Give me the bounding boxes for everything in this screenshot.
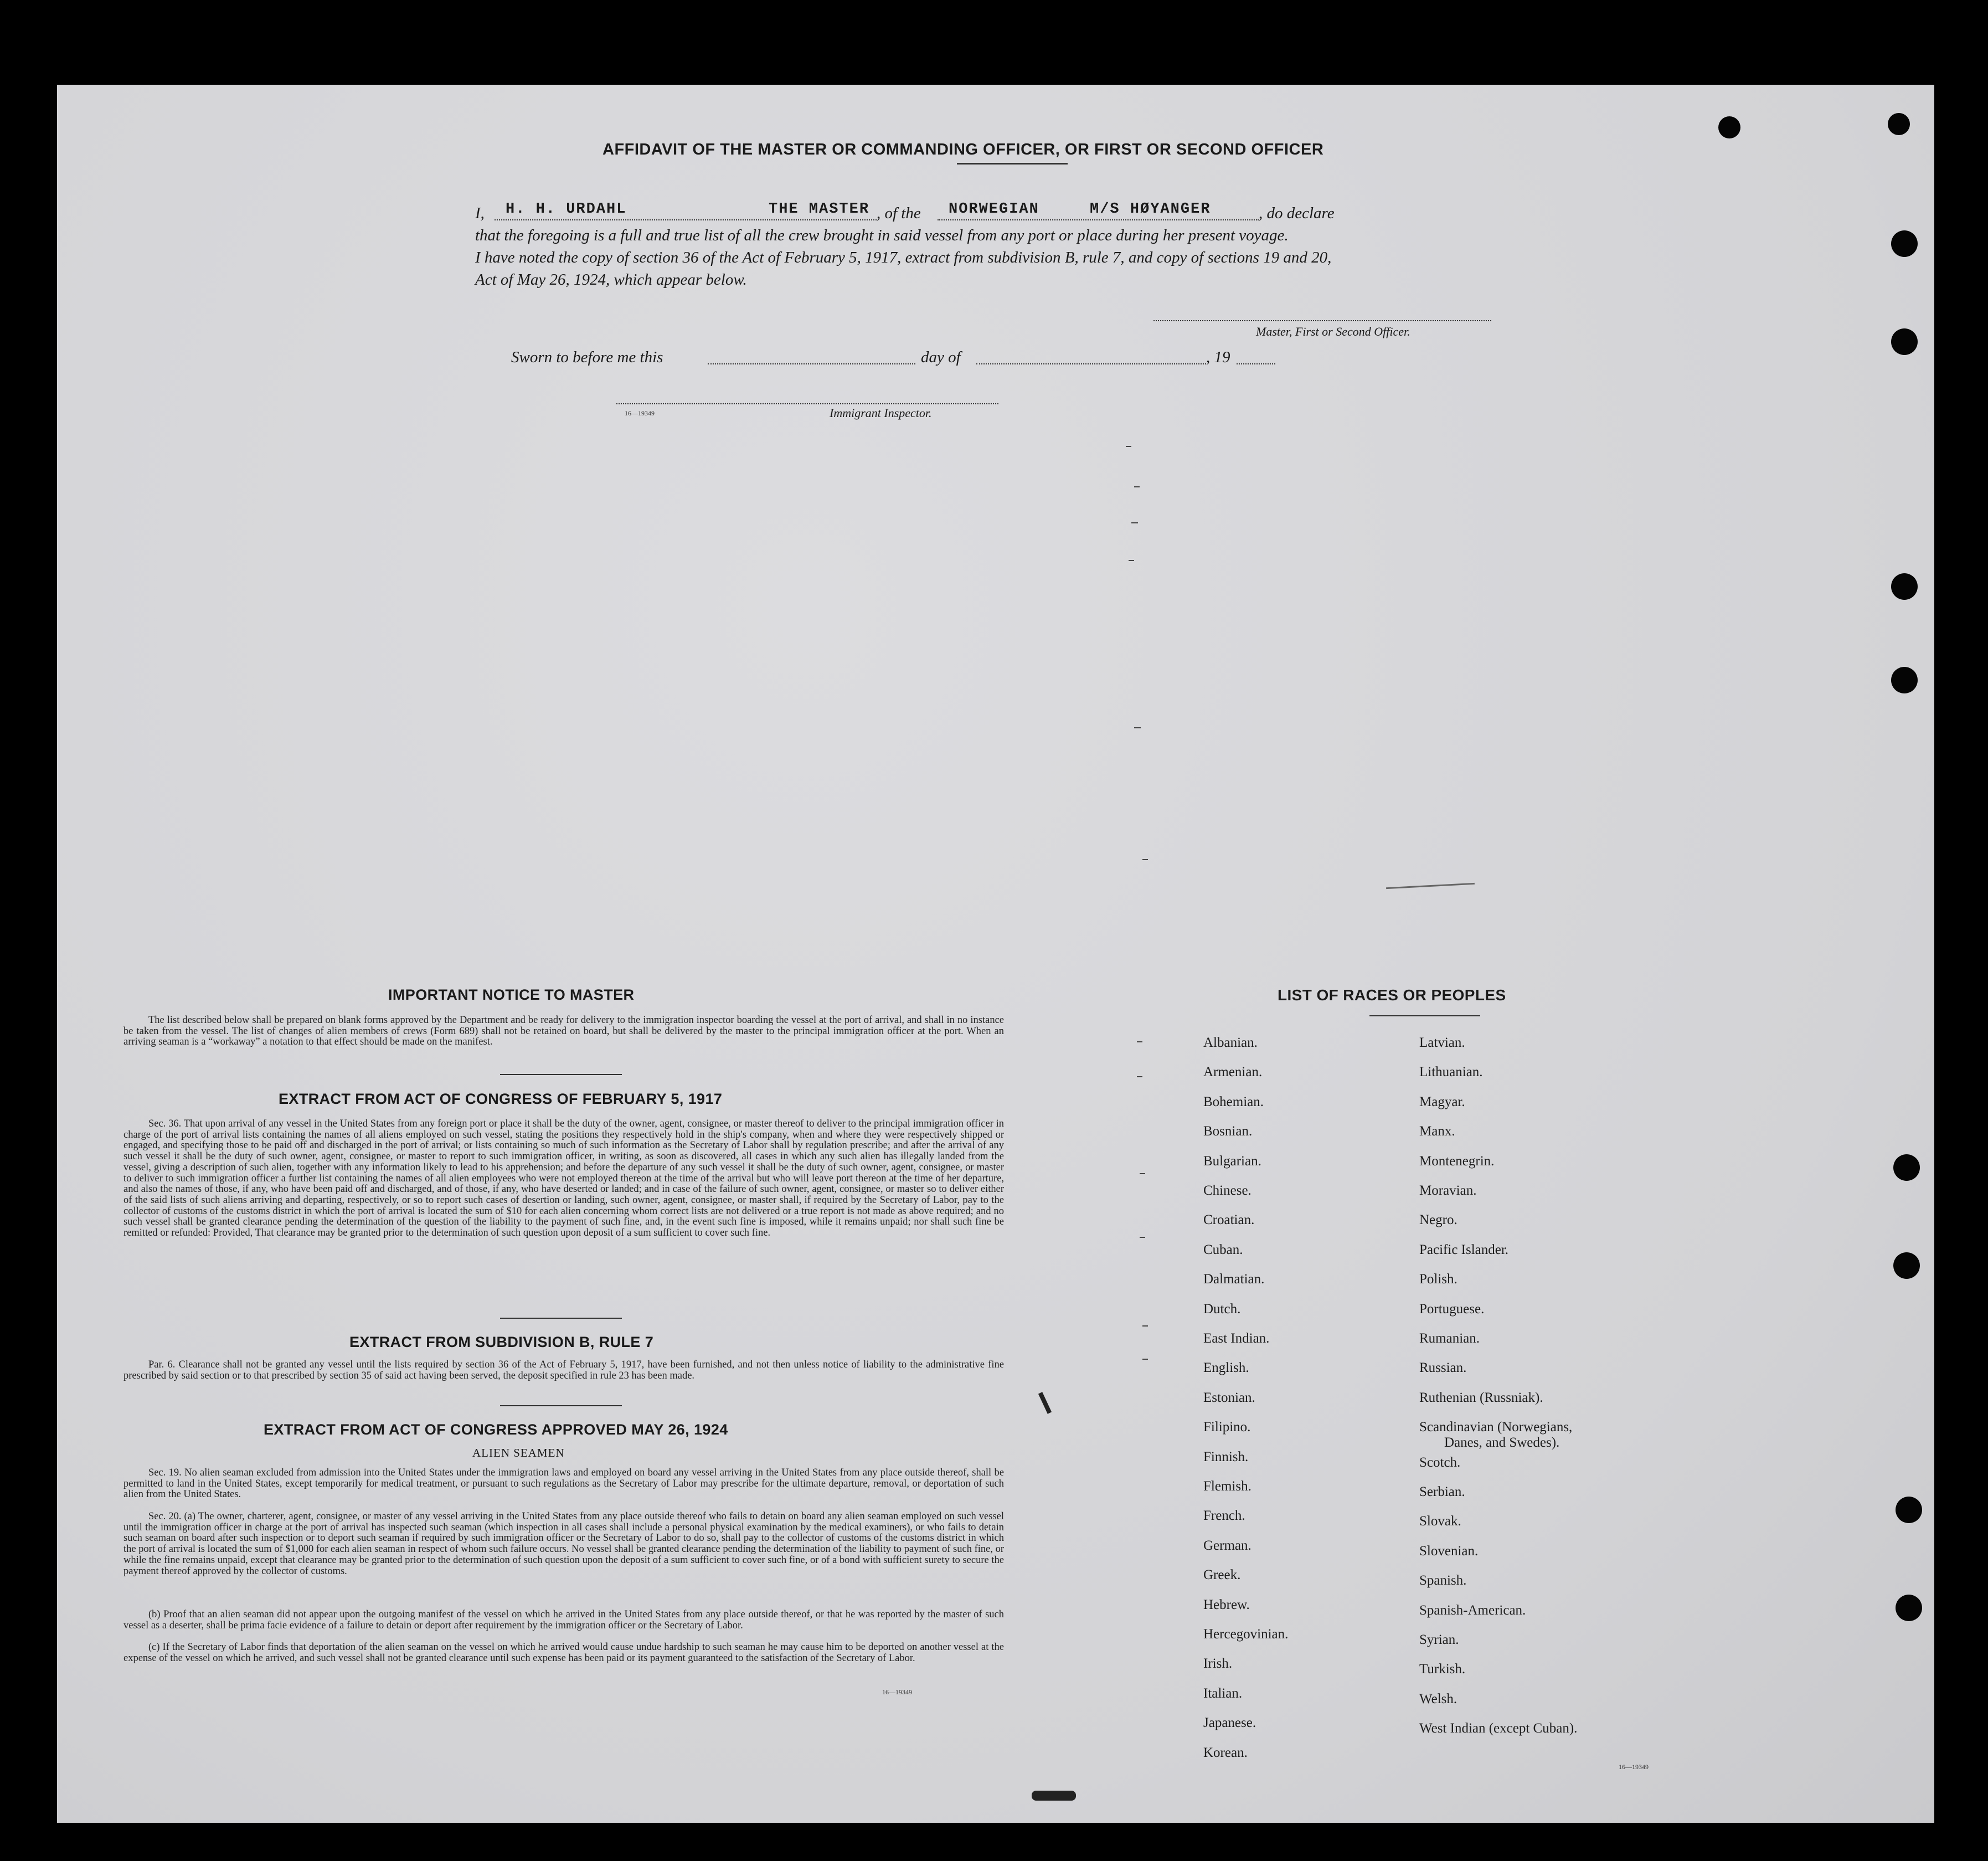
master-name: H. H. URDAHL (506, 201, 627, 218)
race-item: French. (1203, 1508, 1245, 1524)
extract-1917-text: Sec. 36. That upon arrival of any vessel in the United States from any foreign port or place it shall be the duty of the owner, agent, consignee, or master thereof to deliver to the principal immigration officer in charge of the port of arrival lists containing the names of all aliens employed on such vessel, stating the positions they respectively hold in the ship's company, when and where they were respectively shipped or engaged, and specifying those to be paid off and discharged in the port of arrival; or lists containing so much of such information as the Secretary of Labor shall by regulation prescribe; and after the arrival of any such vessel it shall be the duty of such owner, agent, consignee, or master to report to such immigration officer, in writing, as soon as discovered, all cases in which any such alien has illegally landed from the vessel, giving a description of such alien, together with any information likely to lead to his apprehension; and before the departure of any such vessel it shall be the duty of such owner, agent, consignee, or master to deliver to such immigration officer a further list containing the names of all alien employees who were not employed thereon at the time of the arrival but who will leave port thereon at the time of her departure, and also the names of those, if any, who have been paid off and discharged, and of those, if any, who have deserted or landed; and in case of the failure of such owner, agent, consignee, or master so to deliver either of the said lists of such aliens arriving and departing, respectively, or so to report such cases of desertion or landing, such owner, agent, consignee, or master shall, if required by the Secretary of Labor, pay to the collector of customs of the customs district in which the port of arrival is located the sum of $10 for each alien concerning whom correct lists are not delivered or a true report is not made as above required; and no such vessel shall be granted clearance pending the determination of the question of the liability to the payment of such fine, and, in the event such fine is imposed, while it remains unpaid; nor shall such fine be remitted or refunded: Provided, That clearance may be granted prior to the determination of such question upon deposit of a sum sufficient to cover such fine. (123, 1118, 1004, 1239)
speck (1131, 522, 1138, 523)
binder-hole (1891, 230, 1918, 257)
race-item: West Indian (except Cuban). (1419, 1721, 1578, 1736)
race-item: Hebrew. (1203, 1597, 1250, 1612)
binder-hole (1891, 328, 1918, 355)
section-rule (500, 1318, 622, 1319)
affidavit-title: AFFIDAVIT OF THE MASTER OR COMMANDING OFFICER, OR FIRST OR SECOND OFFICER (602, 141, 1324, 158)
race-item: Korean. (1203, 1745, 1248, 1760)
race-item: Hercegovinian. (1203, 1627, 1289, 1642)
do-declare-label: , do declare (1259, 204, 1335, 222)
document-page (57, 85, 1934, 1823)
section-rule (500, 1074, 622, 1075)
binder-hole (1893, 1154, 1920, 1181)
race-item: Filipino. (1203, 1420, 1251, 1435)
speck (1140, 1237, 1145, 1238)
section-rule (500, 1405, 622, 1406)
race-item: Danes, and Swedes). (1444, 1435, 1560, 1451)
binder-hole (1891, 667, 1918, 693)
race-item: Estonian. (1203, 1390, 1255, 1405)
race-item: Turkish. (1419, 1662, 1466, 1677)
binder-hole (1896, 1595, 1922, 1621)
race-item: Pacific Islander. (1419, 1242, 1509, 1257)
race-item: Manx. (1419, 1124, 1455, 1139)
speck (1142, 859, 1148, 860)
speck (1126, 446, 1131, 447)
race-item: Dutch. (1203, 1301, 1241, 1317)
inspector-label: Immigrant Inspector. (830, 406, 932, 420)
race-item: Moravian. (1419, 1183, 1477, 1198)
race-item: Polish. (1419, 1272, 1457, 1287)
speck (1134, 727, 1141, 728)
race-item: Spanish. (1419, 1573, 1467, 1588)
form-number-bottom-right: 16—19349 (1619, 1763, 1649, 1771)
race-item: Bosnian. (1203, 1124, 1253, 1139)
extract-1924-title: EXTRACT FROM ACT OF CONGRESS APPROVED MAY 26, 1924 (264, 1421, 728, 1438)
binder-hole (1718, 116, 1740, 138)
race-item: Scandinavian (Norwegians, (1419, 1420, 1573, 1435)
vessel-name: M/S HØYANGER (1090, 201, 1211, 218)
speck (1137, 1041, 1142, 1042)
race-item: Russian. (1419, 1360, 1467, 1376)
title-rule (957, 163, 1068, 164)
race-item: Slovak. (1419, 1514, 1461, 1529)
binder-hole (1888, 113, 1910, 135)
race-item: Ruthenian (Russniak). (1419, 1390, 1543, 1405)
notice-title: IMPORTANT NOTICE TO MASTER (388, 986, 635, 1003)
binder-hole (1893, 1252, 1920, 1279)
sec20a-text: Sec. 20. (a) The owner, charterer, agent, consignee, or master of any vessel arriving in the United States from any place outside thereof who fails to detain on board any alien seaman employed on such vessel until the immigration officer in charge at the port of arrival has inspected such seaman (which inspection in all cases shall include a personal physical examination by the medical examiners), or who fails to detain such seaman on board after such inspection or to deport such seaman if required by such immigration officer or the Secretary of Labor to do so, shall pay to the collector of customs of the customs district in which the port of arrival is located the sum of $1,000 for each alien seaman in respect of whom such failure occurs. No vessel shall be granted clearance pending the determination of the liability to payment of such fine, or while the fine remains unpaid, except that clearance may be granted prior to the determination of such question upon the deposit of a sum sufficient to cover such fine, or of a bond with sufficient surety to secure the payment thereof approved by the collector of customs. (123, 1511, 1004, 1577)
race-item: Welsh. (1419, 1691, 1457, 1706)
race-item: Italian. (1203, 1685, 1243, 1701)
race-item: Croatian. (1203, 1212, 1255, 1228)
race-item: Lithuanian. (1419, 1065, 1483, 1080)
race-item: Armenian. (1203, 1065, 1263, 1080)
speck (1134, 486, 1140, 487)
year-line (1237, 363, 1275, 364)
sec19-text: Sec. 19. No alien seaman excluded from admission into the United States under the immigration laws and employed on board any vessel arriving in the United States from any place outside thereof, shall be permitted to land in the United States, except temporarily for medical treatment, or pursuant to such regulations as the Secretary of Labor may prescribe for the ultimate departure, removal, or deportation of such alien from the United States. (123, 1467, 1004, 1500)
race-item: Chinese. (1203, 1183, 1251, 1198)
inspector-line (616, 403, 998, 404)
form-number-top: 16—19349 (625, 409, 655, 417)
ink-mark (1038, 1392, 1052, 1414)
race-item: East Indian. (1203, 1331, 1270, 1346)
races-title: LIST OF RACES OR PEOPLES (1278, 986, 1506, 1004)
race-item: Greek. (1203, 1567, 1241, 1583)
race-item: English. (1203, 1360, 1249, 1376)
race-item: Serbian. (1419, 1484, 1465, 1499)
race-item: Slovenian. (1419, 1543, 1479, 1559)
declaration-line-3: I have noted the copy of section 36 of the Act of February 5, 1917, extract from subdivision B, rule 7, and copy of sections 19 and 20, (475, 249, 1332, 266)
day-of-label: day of (921, 348, 961, 366)
race-item: Finnish. (1203, 1449, 1249, 1464)
sworn-month-line (976, 363, 1206, 364)
ink-mark (1032, 1791, 1076, 1801)
vessel-nationality: NORWEGIAN (949, 201, 1039, 218)
extract-rule7-title: EXTRACT FROM SUBDIVISION B, RULE 7 (349, 1334, 654, 1350)
race-item: Bulgarian. (1203, 1153, 1261, 1169)
signature-line (1153, 320, 1491, 321)
extract-rule7-text: Par. 6. Clearance shall not be granted any vessel until the lists required by section 36 of the Act of February 5, 1917, have been furnished, and not then unless notice of liability to the administrative fine prescribed by said section or to that prescribed by section 35 of said act having been served, the deposit specified in rule 23 has been made. (123, 1359, 1004, 1381)
sec20c-text: (c) If the Secretary of Labor finds that deportation of the alien seaman on the vessel on which he arrived would cause undue hardship to such seaman he may cause him to be deported on another vessel at the expense of the vessel on which he arrived, and such vessel shall not be granted clearance until such expense has been paid or its payment guaranteed to the satisfaction of the Secretary of Labor. (123, 1642, 1004, 1664)
sworn-day-line (708, 363, 915, 364)
declaration-line-4: Act of May 26, 1924, which appear below. (475, 271, 747, 289)
race-item: Albanian. (1203, 1035, 1258, 1050)
signature-label: Master, First or Second Officer. (1256, 325, 1410, 338)
binder-hole (1891, 573, 1918, 600)
speck (1137, 1076, 1142, 1077)
extract-1917-title: EXTRACT FROM ACT OF CONGRESS OF FEBRUARY 5, 1917 (279, 1091, 723, 1107)
race-item: Negro. (1419, 1212, 1457, 1228)
speck (1140, 1173, 1145, 1174)
race-item: Rumanian. (1419, 1331, 1480, 1346)
race-item: Irish. (1203, 1656, 1233, 1672)
race-item: German. (1203, 1538, 1251, 1553)
form-number-bottom-left: 16—19349 (882, 1688, 912, 1696)
prefix-i: I, (475, 204, 485, 222)
race-item: Bohemian. (1203, 1094, 1264, 1109)
speck (1142, 1325, 1148, 1327)
race-item: Magyar. (1419, 1094, 1465, 1109)
race-item: Dalmatian. (1203, 1272, 1265, 1287)
binder-hole (1896, 1497, 1922, 1523)
sworn-label: Sworn to before me this (511, 348, 663, 366)
vessel-field-line (938, 219, 1259, 220)
race-item: Syrian. (1419, 1632, 1459, 1647)
speck (1129, 560, 1134, 561)
race-item: Scotch. (1419, 1454, 1461, 1470)
race-item: Spanish-American. (1419, 1602, 1526, 1618)
sec20b-text: (b) Proof that an alien seaman did not appear upon the outgoing manifest of the vessel on which he arrived in the United States from any place outside thereof, or that he was reported by the master of such vessel as a deserter, shall be prima facie evidence of a failure to detain or deport after requirement by the immigration officer or the Secretary of Labor. (123, 1609, 1004, 1631)
race-item: Latvian. (1419, 1035, 1465, 1050)
race-item: Portuguese. (1419, 1301, 1485, 1317)
declaration-line-2: that the foregoing is a full and true list of all the crew brought in said vessel from any port or place during her present voyage. (475, 227, 1289, 244)
race-item: Cuban. (1203, 1242, 1243, 1257)
master-rank: THE MASTER (769, 201, 870, 218)
name-field-line (495, 219, 877, 220)
notice-text: The list described below shall be prepared on blank forms approved by the Department and be ready for delivery to the immigration inspector boarding the vessel at the port of arrival, and shall in no instance be taken from the vessel. The list of changes of alien members of crews (Form 689) shall not be retained on board, but shall be delivered by the master to the principal immigration officer at the port. When an arriving seaman is a “workaway” a notation to that effect should be made on the manifest. (123, 1015, 1004, 1048)
year-label: , 19 (1206, 348, 1230, 366)
scan-smudge (1386, 883, 1475, 889)
races-title-rule (1369, 1015, 1480, 1016)
speck (1142, 1359, 1148, 1360)
alien-seamen-subtitle: ALIEN SEAMEN (472, 1446, 565, 1459)
race-item: Flemish. (1203, 1479, 1251, 1494)
race-item: Montenegrin. (1419, 1153, 1495, 1169)
race-item: Japanese. (1203, 1715, 1256, 1731)
of-the-label: , of the (877, 204, 921, 222)
